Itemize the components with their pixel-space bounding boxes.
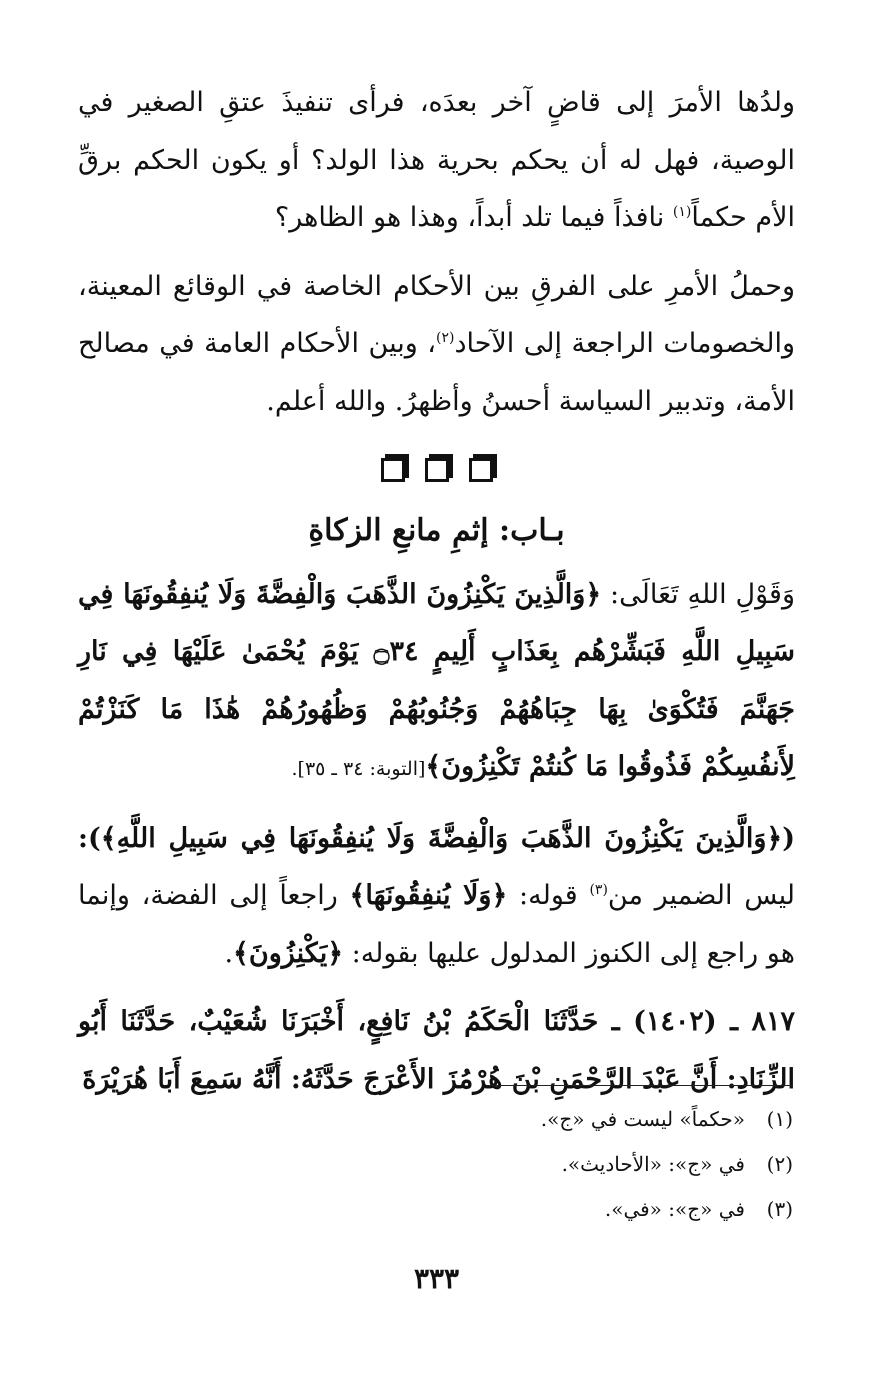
footnote-2 <box>80 1142 793 1187</box>
hadith-paragraph: ٨١٧ ـ (١٤٠٢) ـ حَدَّثَنَا الْحَكَمُ بْنُ نَافِعٍ، أَخْبَرَنَا شُعَيْبٌ، حَدَّثَنَا أَبُو الزِّنَادِ: أَنَّ عَبْدَ الرَّحْمَنِ بْنَ هُرْمُزَ الأَعْرَجَ حَدَّثَهُ: أَنَّهُ سَمِعَ أَبَا هُرَيْرَةَ <box>78 1006 795 1095</box>
ornament-square-icon <box>381 458 405 482</box>
footnote-number: (١) <box>766 1107 793 1131</box>
footnote-text: «حكماً» ليست في «ج». <box>540 1107 745 1131</box>
tafsir-verse-1: ﴿وَالَّذِينَ يَكْنِزُونَ الذَّهَبَ وَالْفِضَّةَ وَلَا يُنفِقُونَهَا فِي سَبِيلِ اللَّهِ﴾ <box>100 822 783 854</box>
tafsir-close: ): <box>78 822 101 854</box>
footnote-number: (٣) <box>766 1197 793 1221</box>
footnote-divider <box>492 1085 792 1086</box>
tafsir-paragraph <box>78 810 795 983</box>
tafsir-open: ( <box>782 822 795 854</box>
page-number: ٣٣٣ <box>413 1262 460 1295</box>
verse-reference: [التوبة: ٣٤ ـ ٣٥]. <box>291 758 426 780</box>
tafsir-verse-3: ﴿يَكْنِزُونَ﴾ <box>233 937 344 969</box>
paragraph-2-text-a: وحملُ الأمرِ على الفرقِ بين الأحكام الخاصة في الوقائع المعينة، والخصومات الراجعة إلى الآحاد <box>78 270 795 359</box>
paragraph-1-text-a: ولدُها الأمرَ إلى قاضٍ آخر بعدَه، فرأى تنفيذَ عتقِ الصغير في الوصية، فهل له أن يحكم بحرية هذا الولد؟ أو يكون الحكم برقِّ الأم حكماً <box>78 87 795 233</box>
footnote-ref-1: (١) <box>672 204 692 220</box>
footnote-text: في «ج»: «الأحاديث». <box>561 1152 745 1176</box>
ornament-square-icon <box>469 458 493 482</box>
footnote-number: (٢) <box>766 1152 793 1176</box>
paragraph-1-text-b: نافذاً فيما تلد أبداً، وهذا هو الظاهر؟ <box>274 202 673 233</box>
footnote-ref-3: (٣) <box>589 882 608 898</box>
paragraph-2 <box>78 258 795 431</box>
verse-intro: وَقَوْلِ اللهِ تَعَالَى: <box>601 578 795 610</box>
paragraph-2-text-b: ، وبين الأحكام العامة في مصالح الأمة، وتدبير السياسة أحسنُ وأظهرُ. والله أعلم. <box>78 328 795 417</box>
footnote-text: في «ج»: «في». <box>604 1197 745 1221</box>
verse-paragraph <box>78 566 795 799</box>
section-divider <box>78 458 795 482</box>
footnotes <box>80 1097 793 1232</box>
main-text <box>78 74 795 1108</box>
tafsir-text-4: . <box>224 937 234 969</box>
footnote-3 <box>80 1187 793 1232</box>
paragraph-1 <box>78 74 795 247</box>
tafsir-text-2: قوله: <box>507 880 590 911</box>
footnote-ref-2: (٢) <box>435 330 455 346</box>
ornament-square-icon <box>425 458 449 482</box>
footnote-1 <box>80 1097 793 1142</box>
tafsir-verse-2: ﴿وَلَا يُنفِقُونَهَا﴾ <box>349 880 508 911</box>
tafsir-text-3: راجعاً إلى الفضة، وإنما هو راجع إلى الكنوز المدلول عليها بقوله: <box>78 880 795 969</box>
chapter-title: بـاب: إثمِ مانعِ الزكاةِ <box>308 513 565 548</box>
tafsir-text-1: ليس الضمير من <box>607 880 795 911</box>
quran-verse: ﴿وَالَّذِينَ يَكْنِزُونَ الذَّهَبَ وَالْفِضَّةَ وَلَا يُنفِقُونَهَا فِي سَبِيلِ اللَّهِ فَبَشِّرْهُم بِعَذَابٍ أَلِيمٍ ۝٣٤ يَوْمَ يُحْمَىٰ عَلَيْهَا فِي نَارِ جَهَنَّمَ فَتُكْوَىٰ بِهَا جِبَاهُهُمْ وَجُنُوبُهُمْ وَظُهُورُهُمْ هَٰذَا مَا كَنَزْتُمْ لِأَنفُسِكُمْ فَذُوقُوا مَا كُنتُمْ تَكْنِزُونَ﴾ <box>78 578 796 782</box>
